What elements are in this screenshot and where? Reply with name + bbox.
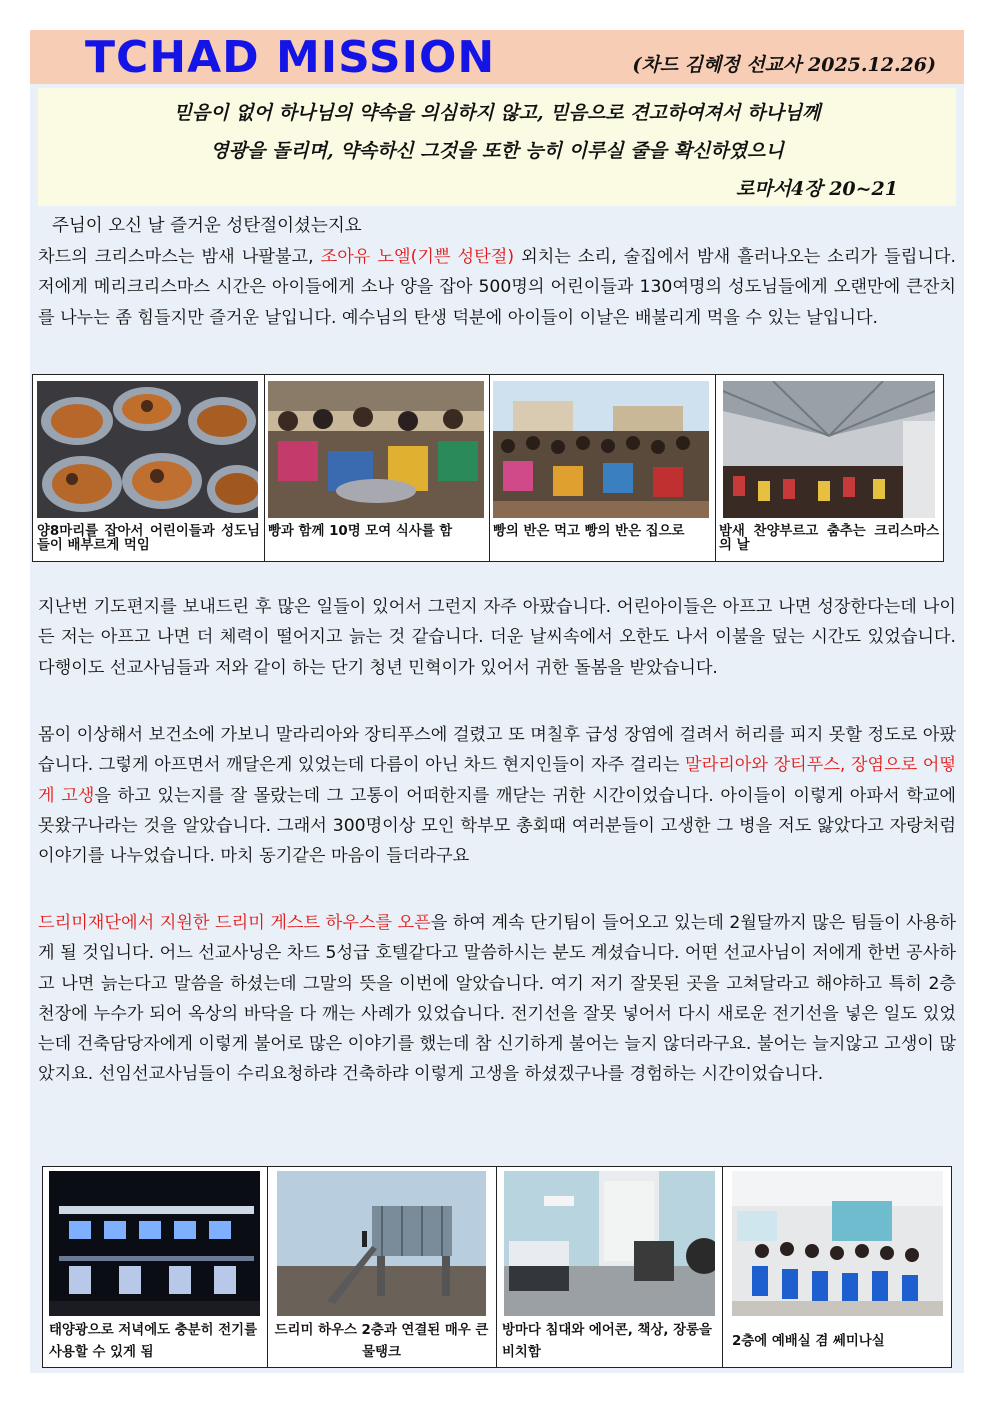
para1-text: 차드의 크리스마스는 밤새 나팔불고, [38, 247, 321, 267]
photo-card [715, 375, 943, 561]
photo-card [33, 375, 265, 561]
paragraph-illness: 지난번 기도편지를 보내드린 후 많은 일들이 있어서 그런지 자주 아팠습니다. 어린아이들은 아프고 나면 성장한다는데 나이든 저는 아프고 나면 더 체력이 떨어지고 늙는 것 같습니다. 더운 날씨속에서 오한도 나서 이불을 덮는 시간도 있었습니다. 다행이도 선교사님들과 저와 같이 하는 단기 청년 민혁이가 있어서 귀한 돌봄을 받았습니다. [38, 597, 956, 678]
verse-line-1: 믿음이 없어 하나님의 약속을 의심하지 않고, 믿음으로 견고하여져서 하나님께 [173, 102, 821, 124]
photo-caption: 태양광으로 저녁에도 충분히 전기를 사용할 수 있게 됨 [49, 1323, 258, 1360]
photo-card [496, 1167, 723, 1367]
photo-card [722, 1167, 951, 1367]
photo-caption: 양8마리를 잡아서 어린이들과 성도님들이 배부르게 먹임 [37, 524, 260, 553]
greeting: 주님이 오신 날 즐거운 성탄절이셨는지요 [52, 216, 362, 236]
para3-text: 몸이 이상해서 보건소에 가보니 말라리아와 장티푸스에 걸렸고 또 며칠후 급성 장염에 걸려서 허리를 피지 못할 정도로 아팠습니다. 그렇게 아프면서 깨달은게 있었는데 다름이 아닌 차드 현지인들이 자주 걸리는 [38, 725, 956, 776]
photo-caption: 밤새 찬양부르고 춤추는 크리스마스의 날 [719, 524, 939, 553]
header-banner [30, 30, 964, 84]
paragraph-christmas [38, 242, 956, 333]
para1-text-end: 외치는 소리, 술집에서 밤새 흘러나오는 소리가 들립니다. 저에게 메리크리스마스 시간은 아이들에게 소나 양을 잡아 500명의 어린이들과 130여명의 성도님들에게 오랜만에 큰잔치를 나누는 좀 힘들지만 즐거운 날입니다. 예수님의 탄생 덕분에 아이들이 이날은 배불리게 먹을 수 있는 날입니다. [38, 247, 957, 328]
children-crowd-photo [493, 381, 709, 518]
para3-text-end: 을 하고 있는지를 잘 몰랐는데 그 고통이 어떠한지를 깨닫는 귀한 시간이었습니다. 아이들이 이렇게 아파서 학교에 못왔구나라는 것을 알았습니다. 그래서 300명이상 모인 학부모 총회때 여러분들이 고생한 그 병을 저도 앓았다고 자랑처럼 이야기를 나누었습니다. 마치 동기같은 마음이 들더라구요 [38, 785, 957, 867]
scripture-box [38, 88, 956, 206]
photo-row-bottom [42, 1166, 952, 1368]
para3-highlight: 말라리아와 장티푸스, 장염으로 어떻게 고생 [38, 755, 956, 806]
bedroom-photo [504, 1171, 715, 1316]
seminar-room-photo [732, 1171, 943, 1316]
paragraph-malaria [38, 720, 956, 871]
letter-sheet [30, 30, 964, 1373]
paragraph-guesthouse [38, 908, 956, 1090]
verse-line-2: 영광을 돌리며, 약속하신 그것을 또한 능히 이루실 줄을 확신하였으니 [210, 140, 784, 162]
verse-reference: 로마서4장 20~21 [735, 178, 898, 200]
photo-card [267, 1167, 497, 1367]
church-worship-photo [723, 381, 935, 518]
photo-caption: 드리미 하우스 2층과 연결된 매우 큰 물탱크 [274, 1323, 489, 1360]
photo-caption: 빵의 반은 먹고 빵의 반은 집으로 [493, 524, 685, 539]
photo-card [489, 375, 716, 561]
photo-card [264, 375, 490, 561]
page-title: TCHAD MISSION [85, 32, 496, 83]
goat-stew-photo [37, 381, 258, 518]
photo-card [43, 1167, 268, 1367]
group-meal-photo [268, 381, 484, 518]
author-date: (차드 김혜정 선교사 2025.12.26) [632, 54, 936, 76]
photo-row-top [32, 374, 944, 562]
photo-caption: 빵과 함께 10명 모여 식사를 함 [268, 524, 453, 539]
para4-text: 을 하여 계속 단기팀이 들어오고 있는데 2월달까지 많은 팀들이 사용하게 될 것입니다. 어느 선교사닝은 차드 5성급 호텔같다고 말씀하시는 분도 계셨습니다. 어떤 선교사님이 저에게 한번 공사하고 나면 늙는다고 말씀을 하셨는데 그말의 뜻을 이번에 알았습니다. 여기 저기 잘못된 곳을 고쳐달라고 해야하고 특히 2층 천장에 누수가 되어 옥상의 바닥을 다 깨는 사례가 있었습니다. 전기선을 잘못 넣어서 다시 새로운 전기선을 넣은 일도 있었는데 건축담당자에게 이렇게 불어로 많은 이야기를 했는데 참 신기하게 불어는 늘지 않더라구요. 불어는 늘지않고 고생이 많았지요. 선임선교사님들이 수리요청하랴 건축하랴 이렇게 고생을 하셨겠구나를 경험하는 시간이었습니다. [38, 913, 956, 1085]
photo-caption: 방마다 침대와 에어콘, 책상, 장롱을 비치함 [502, 1323, 712, 1360]
photo-caption: 2층에 예배실 겸 쎄미나실 [732, 1334, 885, 1349]
night-building-photo [49, 1171, 260, 1316]
para4-highlight: 드리미재단에서 지원한 드리미 게스트 하우스를 오픈 [38, 913, 431, 933]
para1-highlight: 조아유 노엘(기쁜 성탄절) [320, 247, 515, 267]
water-tank-photo [277, 1171, 486, 1316]
